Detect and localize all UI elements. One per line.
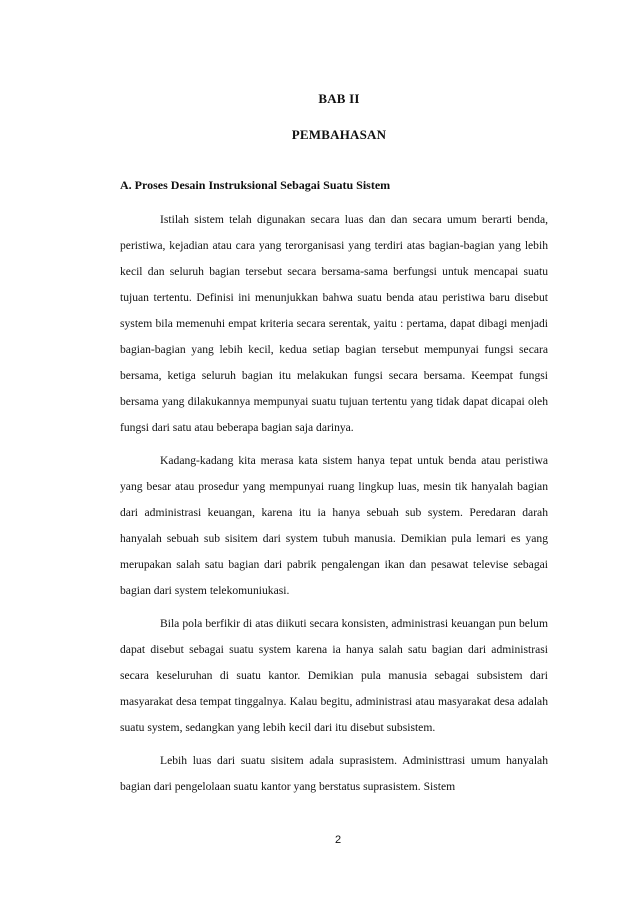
chapter-number: BAB II (318, 91, 360, 106)
paragraph-3: Bila pola berfikir di atas diikuti secara konsisten, administrasi keuangan pun belum dapat disebut sebagai suatu system karena ia hanya salah satu bagian dari administrasi secara keseluruhan di suatu kantor. Demikian pula manusia sebagai subsistem dari masyarakat desa tempat tinggalnya. Kalau begitu, administrasi atau masyarakat desa adalah suatu system, sedangkan yang lebih kecil dari itu disebut subsistem. (120, 617, 548, 734)
paragraph-2: Kadang-kadang kita merasa kata sistem hanya tepat untuk benda atau peristiwa yang besar atau prosedur yang mempunyai ruang lingkup luas, mesin tik hanyalah bagian dari administrasi keuangan, karena itu ia hanya sebuah sub system. Peredaran darah hanyalah sebuah sub sisitem dari system tubuh manusia. Demikian pula lemari es yang merupakan salah satu bagian dari pabrik pengalengan ikan dan pesawat televise sebagai bagian dari system telekomuniukasi. (120, 454, 548, 597)
paragraph-4: Lebih luas dari suatu sisitem adala suprasistem. Administtrasi umum hanyalah bagian dari pengelolaan suatu kantor yang berstatus suprasistem. Sistem (120, 754, 548, 793)
section-heading: A. Proses Desain Instruksional Sebagai Suatu Sistem (120, 178, 391, 192)
page-number: 2 (334, 834, 342, 846)
chapter-title: PEMBAHASAN (291, 127, 387, 142)
body-text (120, 207, 548, 807)
paragraph-1: Istilah sistem telah digunakan secara luas dan dan secara umum berarti benda, peristiwa, kejadian atau cara yang terorganisasi yang terdiri atas bagian-bagian yang lebih kecil dan seluruh bagian tersebut secara bersama-sama berfungsi untuk mencapai suatu tujuan tertentu. Definisi ini menunjukkan bahwa suatu benda atau peristiwa baru disebut system bila memenuhi empat kriteria secara serentak, yaitu : pertama, dapat dibagi menjadi bagian-bagian yang lebih kecil, kedua setiap bagian tersebut mempunyai fungsi secara bersama, ketiga seluruh bagian itu melakukan fungsi secara bersama. Keempat fungsi bersama yang dilakukannya mempunyai suatu tujuan tertentu yang tidak dapat dicapai oleh fungsi dari satu atau beberapa bagian saja darinya. (120, 213, 548, 434)
